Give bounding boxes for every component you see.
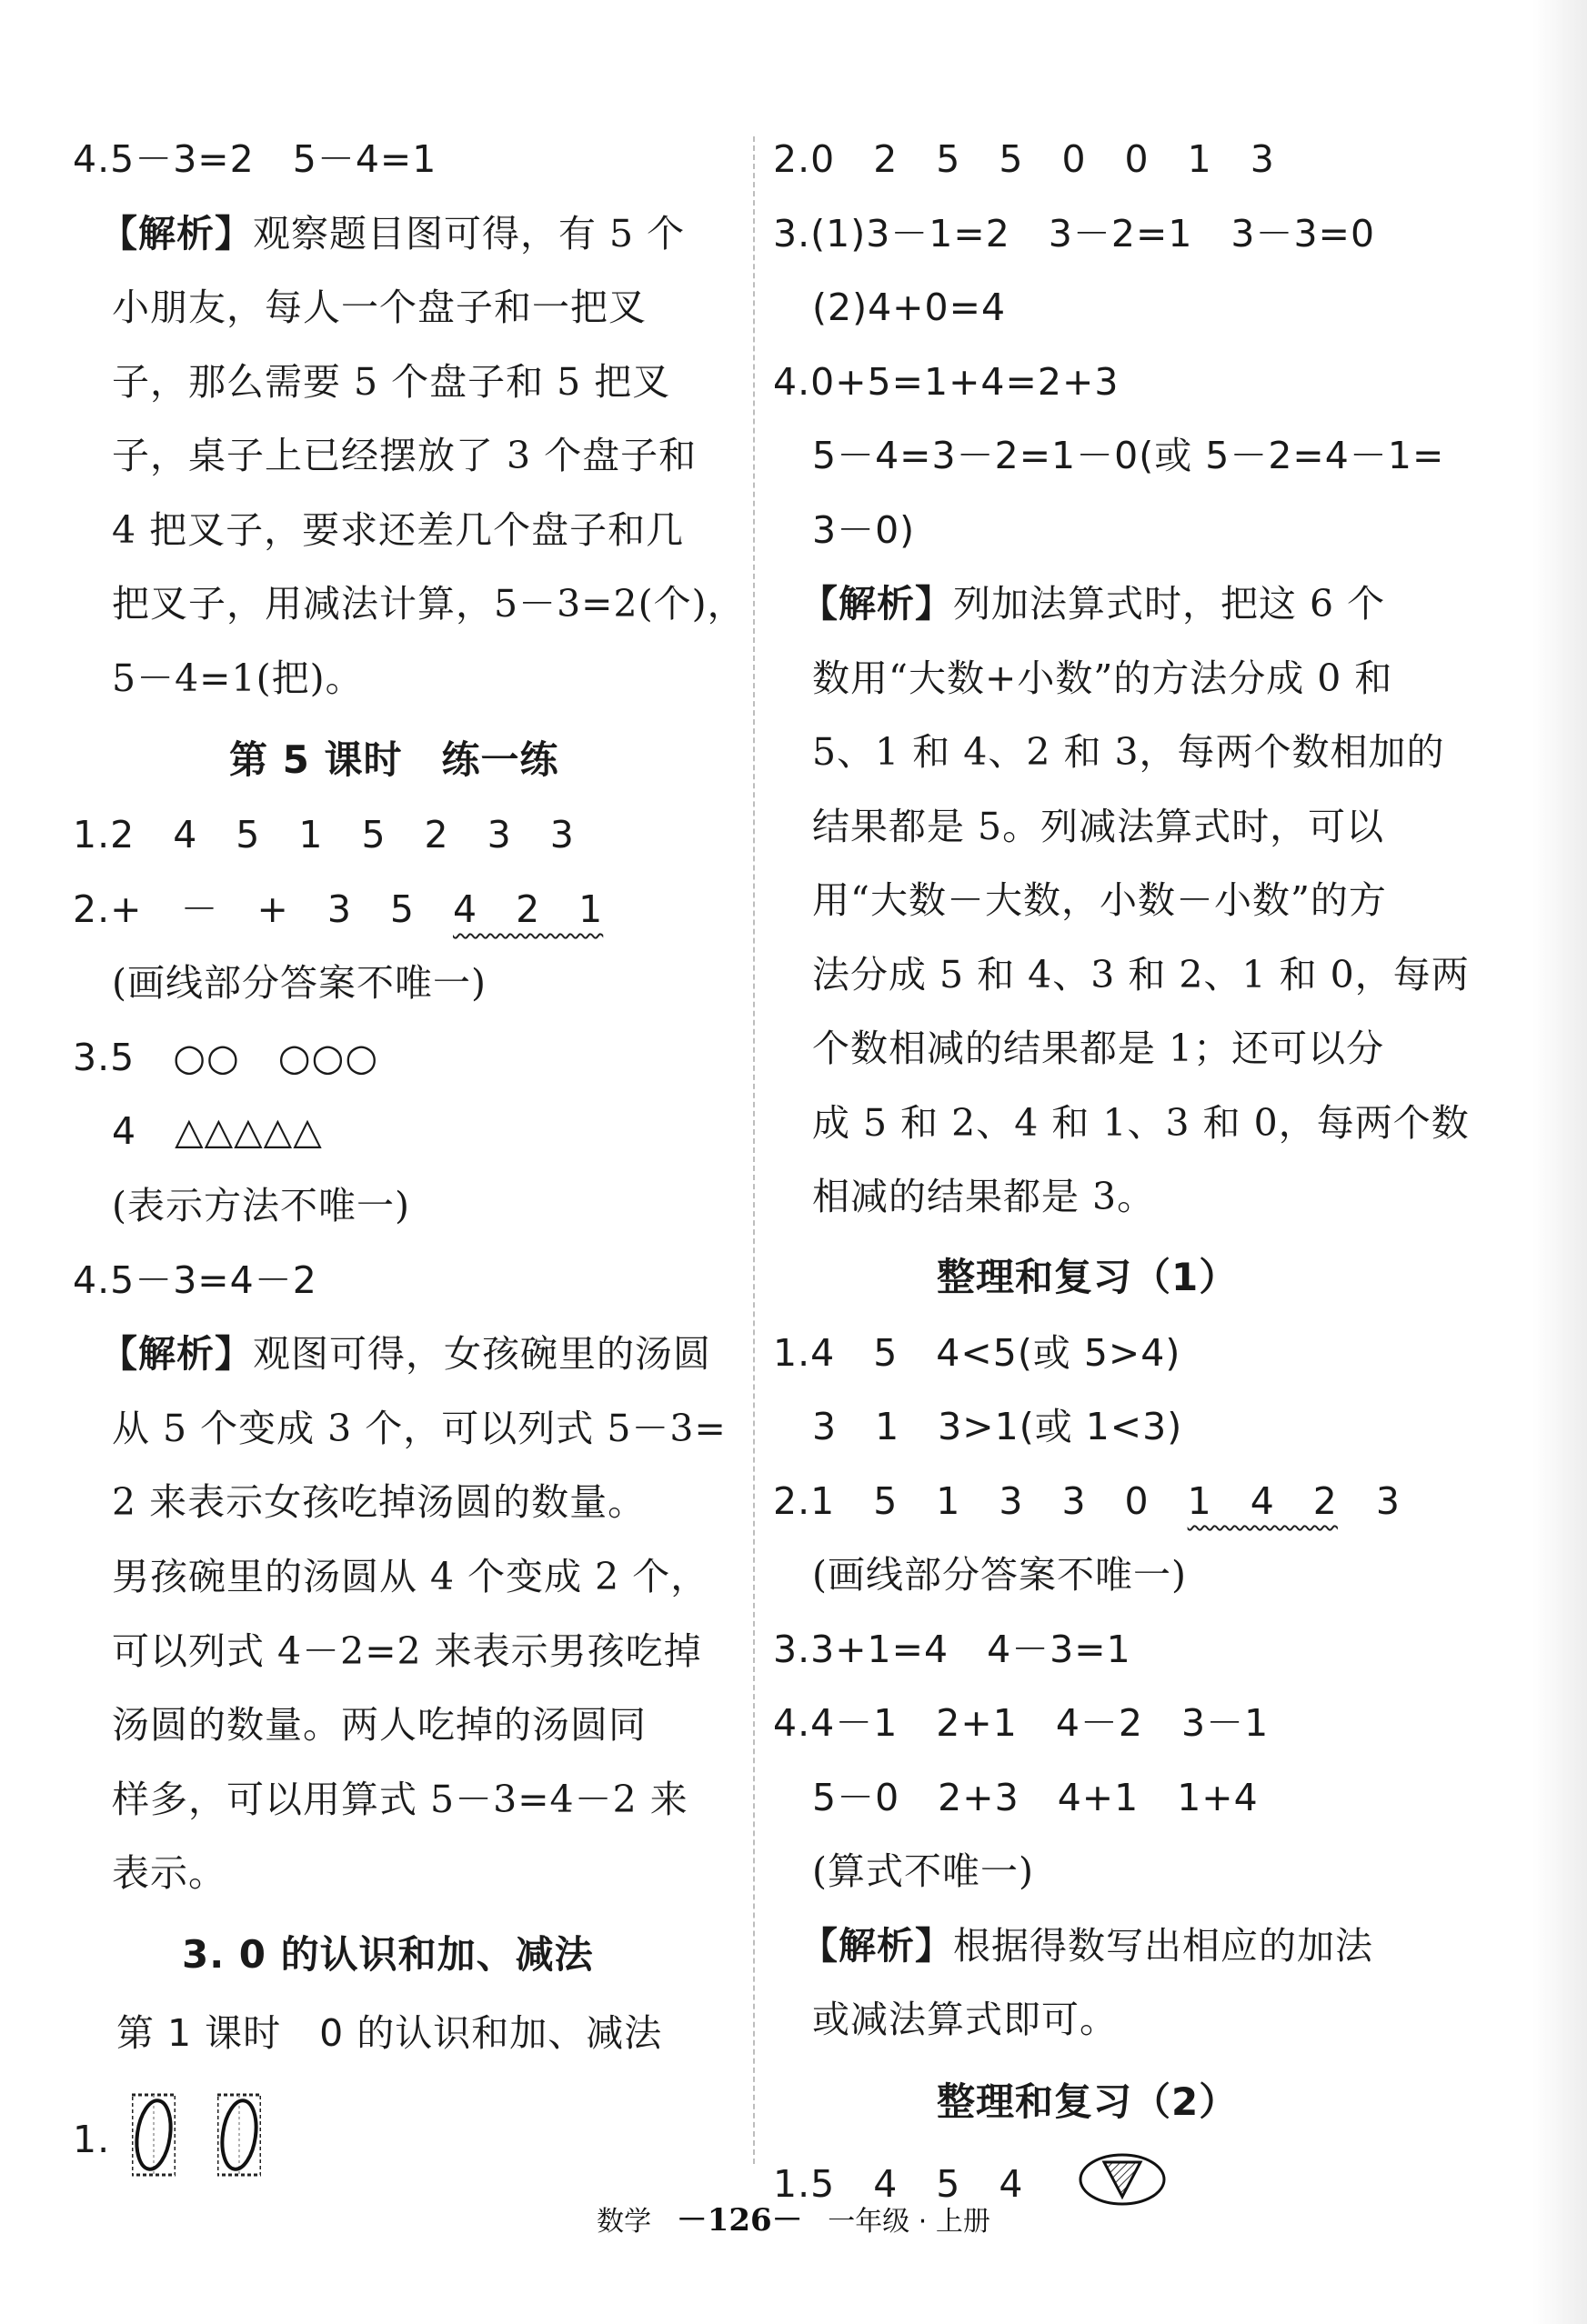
answer-line: [773, 1474, 1401, 1528]
answer-line: 5－4=3－2=1－0(或 5－2=4－1=: [812, 434, 1445, 477]
answer-line: 2.0 2 5 5 0 0 1 3: [773, 137, 1275, 181]
answer-line: 3.3+1=4 4－3=1: [773, 1628, 1131, 1671]
answer-line: [73, 2091, 261, 2193]
answer-line: [73, 1030, 378, 1085]
answer-text: 2.+ － + 3 5: [73, 887, 453, 931]
analysis-line: 相减的结果都是 3。: [812, 1175, 1156, 1218]
answer-line: 4.4－1 2+1 4－2 3－1: [773, 1701, 1270, 1745]
answer-line: 1.4 5 4<5(或 5>4): [773, 1331, 1181, 1375]
page-footer: [0, 2195, 1587, 2239]
answer-line: 4.5－3=2 5－4=1: [73, 137, 437, 181]
section-heading: 整理和复习（1）: [937, 1255, 1239, 1299]
analysis-line: 子，桌子上已经摆放了 3 个盘子和: [112, 434, 698, 477]
handwriting-zero-box-1: [132, 2091, 176, 2193]
analysis-line: 用“大数－大数，小数－小数”的方: [812, 878, 1387, 922]
analysis-text: 列加法算式时，把这 6 个: [953, 582, 1386, 626]
analysis-line: 汤圆的数量。两人吃掉的汤圆同: [112, 1703, 647, 1747]
analysis-tag: 【解析】: [800, 1924, 953, 1968]
triangles-figure: △△△△△: [175, 1109, 323, 1153]
answer-line: 1.2 4 5 1 5 2 3 3: [73, 813, 575, 856]
answer-line: 4.0+5=1+4=2+3: [773, 360, 1120, 404]
section-heading: 第 5 课时 练一练: [229, 737, 559, 782]
answer-line: 3 1 3>1(或 1<3): [812, 1405, 1183, 1448]
answer-line: 4.5－3=4－2: [73, 1258, 317, 1302]
note-line: (画线部分答案不唯一): [812, 1553, 1187, 1597]
column-divider: [753, 136, 755, 2164]
analysis-line: 小朋友，每人一个盘子和一把叉: [112, 285, 647, 329]
analysis-line: 可以列式 4－2=2 来表示男孩吃掉: [112, 1629, 702, 1673]
page-number: －126－: [676, 2202, 803, 2239]
analysis-line: 5、1 和 4、2 和 3，每两个数相加的: [812, 730, 1445, 774]
analysis-text: 根据得数写出相应的加法: [953, 1924, 1373, 1968]
answer-text: 2.1 5 1 3 3 0: [773, 1479, 1188, 1523]
analysis-line: 把叉子，用减法计算，5－3=2(个)，: [112, 582, 746, 626]
note-line: (表示方法不唯一): [112, 1184, 410, 1227]
analysis-line: 男孩碗里的汤圆从 4 个变成 2 个，: [112, 1555, 709, 1598]
analysis-line: 样多，可以用算式 5－3=4－2 来: [112, 1778, 688, 1821]
analysis-line: [100, 1327, 711, 1381]
analysis-line: 2 来表示女孩吃掉汤圆的数量。: [112, 1480, 647, 1524]
analysis-line: 数用“大数+小数”的方法分成 0 和: [812, 656, 1393, 700]
answer-text: 1.5 4 5 4: [773, 2162, 1024, 2206]
note-line: (画线部分答案不唯一): [112, 961, 487, 1005]
analysis-line: 子，那么需要 5 个盘子和 5 把叉: [112, 360, 671, 404]
answer-line: 5－0 2+3 4+1 1+4: [812, 1776, 1259, 1819]
answer-number: 1.: [73, 2118, 111, 2161]
handwriting-zero-box-2: [217, 2091, 261, 2193]
analysis-line: 成 5 和 2、4 和 1、3 和 0，每两个数: [812, 1101, 1470, 1145]
answer-line: [73, 882, 603, 937]
analysis-line: 表示。: [112, 1851, 226, 1895]
analysis-line: 4 把叉子，要求还差几个盘子和几: [112, 508, 685, 552]
analysis-tag: 【解析】: [100, 1332, 253, 1376]
answer-line: (2)4+0=4: [812, 285, 1007, 329]
analysis-line: 从 5 个变成 3 个，可以列式 5－3=: [112, 1407, 727, 1450]
analysis-text: 观察题目图可得，有 5 个: [253, 212, 686, 255]
analysis-line: 个数相减的结果都是 1；还可以分: [812, 1027, 1385, 1070]
wavy-underlined-answer: 4 2 1: [453, 887, 604, 931]
circles-figure: ○○ ○○○: [173, 1036, 379, 1079]
answer-line: 3－0): [812, 508, 916, 552]
answer-line: 3.(1)3－1=2 3－2=1 3－3=0: [773, 212, 1376, 255]
section-heading: 整理和复习（2）: [937, 2079, 1239, 2124]
answer-text: 3: [1337, 1479, 1401, 1523]
answer-line: [112, 1104, 323, 1158]
analysis-line: [100, 206, 685, 261]
analysis-tag: 【解析】: [100, 212, 253, 255]
analysis-line: 5－4=1(把)。: [112, 656, 364, 700]
analysis-line: [800, 576, 1385, 631]
lesson-heading: 第 1 课时 0 的认识和加、减法: [116, 2011, 663, 2055]
analysis-tag: 【解析】: [800, 582, 953, 626]
analysis-line: [800, 1918, 1373, 1973]
page-edge-shadow: [1532, 0, 1587, 2324]
footer-subject: 数学: [597, 2206, 652, 2238]
answer-text: 3.5: [73, 1036, 174, 1079]
answer-text: 4: [112, 1109, 176, 1153]
chapter-heading: 3. 0 的认识和加、减法: [182, 1932, 594, 1977]
analysis-line: 或减法算式即可。: [812, 1998, 1118, 2041]
note-line: (算式不唯一): [812, 1849, 1034, 1893]
analysis-line: 法分成 5 和 4、3 和 2、1 和 0，每两: [812, 953, 1470, 997]
analysis-text: 观图可得，女孩碗里的汤圆: [253, 1332, 711, 1376]
wavy-underlined-answer: 1 4 2: [1187, 1479, 1338, 1523]
footer-grade: 一年级 · 上册: [828, 2206, 990, 2238]
analysis-line: 结果都是 5。列减法算式时，可以: [812, 805, 1385, 848]
